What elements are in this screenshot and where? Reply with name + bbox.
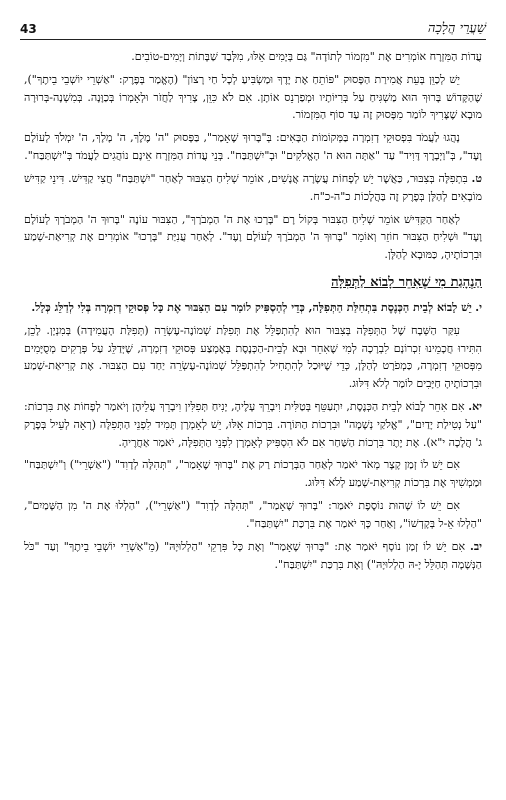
- paragraph: אִם יֵשׁ לוֹ זְמַן קָצָר מְאֹד יֹאמַר לְאַחַר הַבְּרָכוֹת רַק אֶת "בָּרוּךְ שֶׁאָמַר", "תְּהִלָּה לְדָוִד" ("אַשְׁרֵי") וְ"יִשְׁתַּבַּח" וּמַמְשִׁיךְ אֶת בִּרְכוֹת קְרִיאַת-שְׁמַע לְלֹא דִּלּוּג.: [24, 458, 482, 490]
- page-body: [24, 48, 482, 794]
- section-paragraph: ט. בִּתְפִלָּה בְּצִבּוּר, כַּאֲשֶׁר יֵשׁ לְפָחוֹת עֲשָׂרָה אֲנָשִׁים, אוֹמֵר שְׁלִיחַ הַצִּבּוּר לְאַחַר "יִשְׁתַּבַּח" חֲצִי קַדִּישׁ. דִּינֵי קַדִּישׁ מוֹבָאִים לְהַלָּן בְּפֶרֶק זֶה בַּהֲלָכוֹת כ"ה-כ"ח.: [24, 171, 482, 203]
- page-number: 43: [20, 22, 37, 36]
- paragraph: עֲדוֹת הַמִּזְרָח אוֹמְרִים אֶת "מִזְמוֹר לְתוֹדָה" גַּם בְּיָמִים אֵלּוּ, מִלְּבַד שַׁבָּתוֹת וְיָמִים-טוֹבִים.: [131, 50, 482, 63]
- paragraph: עִקַּר הַשְּׁבָח שֶׁל הַתְּפִלָּה בְּצִבּוּר הוּא לְהִתְפַּלֵּל אֶת תְּפִלַּת שְׁמוֹנֶה-עֶשְׂרֵה (תְּפִלַּת הָעֲמִידָה) בְּמִנְיָן. לָכֵן, הִתִּירוּ חֲכָמֵינוּ זִכְרוֹנָם לִבְרָכָה לְמִי שֶׁאִחֵר וּבָא לְבֵית-הַכְּנֶסֶת בְּאֶמְצַע פְּסוּקֵי דְזִמְרָה, שֶׁיְּדַלֵּג עַל פְּרָקִים מְסֻיָּמִים מִפְּסוּקֵי דְזִמְרָה, כַּמְפֹרָט לְהַלָּן, כְּדֵי שֶׁיּוּכַל לְהִתְחִיל לְהִתְפַּלֵּל שְׁמוֹנֶה-עֶשְׂרֵה יַחַד עִם הַצִּבּוּר. אֶת קְרִיאַת-שְׁמַע וּבִרְכוֹתֶיהָ חַיָּבִים לוֹמַר לְלֹא דִּלּוּג.: [24, 323, 482, 391]
- paragraph: לְאַחַר הַקַּדִּישׁ אוֹמֵר שְׁלִיחַ הַצִּבּוּר בְּקוֹל רָם "בָּרְכוּ אֶת ה' הַמְבֹרָךְ", הַצִּבּוּר עוֹנֶה "בָּרוּךְ ה' הַמְבֹרָךְ לְעוֹלָם וָעֶד" וּשְׁלִיחַ הַצִּבּוּר חוֹזֵר וְאוֹמֵר "בָּרוּךְ ה' הַמְבֹרָךְ לְעוֹלָם וָעֶד". לְאַחַר עֲנִיַּת "בָּרְכוּ" אוֹמְרִים אֶת קְרִיאַת-שְׁמַע וּבִרְכוֹתֶיהָ, כַּמּוּבָא לְהַלָּן.: [24, 212, 482, 262]
- section-label: ט.: [471, 171, 482, 185]
- section-label: יב.: [469, 539, 482, 553]
- section-label: יא.: [468, 400, 482, 414]
- paragraph: אִם יֵשׁ לוֹ שָׁהוּת נוֹסֶפֶת יֹאמַר: "בָּרוּךְ שֶׁאָמַר", "תְּהִלָּה לְדָוִד" ("אַשְׁרֵי"), "הַלְלוּ אֶת ה' מִן הַשָּׁמַיִם", "הַלְלוּ אֵ-ל בְּקָדְשׁוֹ", וְאַחַר כָּךְ יֹאמַר אֶת בִּרְכַּת "יִשְׁתַּבַּח".: [24, 499, 482, 530]
- section-label: י.: [475, 300, 482, 314]
- running-title: שַׁעֲרֵי הֲלָכָה: [427, 21, 486, 36]
- paragraph: נָהֲגוּ לַעֲמֹד בִּפְסוּקֵי דְזִמְרָה בַּמְּקוֹמוֹת הַבָּאִים: בְּ"בָּרוּךְ שֶׁאָמַר", בַּפָּסוּק "ה' מֶלֶךְ, ה' מָלָךְ, ה' יִמְלֹךְ לְעוֹלָם וָעֶד", בְּ"וַיְבָרֶךְ דָּוִיד" עַד "אַתָּה הוּא ה' הָאֱלֹקִים" וּבְ"יִשְׁתַּבַּח". בְּנֵי עֲדוֹת הַמִּזְרָח אֵינָם נוֹהֲגִים לַעֲמֹד בְּ"יִשְׁתַּבַּח".: [24, 131, 482, 163]
- section-paragraph: י. יֵשׁ לָבוֹא לְבֵית הַכְּנֶסֶת בִּתְחִלַּת הַתְּפִלָּה, כְּדֵי לְהַסְפִּיק לוֹמַר עִם הַצִּבּוּר אֶת כָּל פְּסוּקֵי דְזִמְרָה בְּלִי לְדַלֵּג כְּלָל.: [31, 300, 482, 314]
- page-header: [20, 10, 486, 40]
- section-paragraph: יא. אִם אִחֵר לָבוֹא לְבֵית הַכְּנֶסֶת, יִתְעַטֵּף בְּטַלִּית וִיבָרֵךְ עָלֶיהָ, יָנִיחַ תְּפִלִּין וִיבָרֵךְ עֲלֵיהֶן וְיֹאמַר לְפָחוֹת אֶת בִּרְכוֹת: "עַל נְטִילַת יָדַיִם", "אֱלֹקַי נְשָׁמָה" וּבִרְכוֹת הַתּוֹרָה. בִּרְכוֹת אֵלּוּ, יֵשׁ לְאָמְרָן תָּמִיד לִפְנֵי הַתְּפִלָּה (רְאֵה לְעֵיל בְּפֶרֶק ג' הֲלָכָה י"א). אֶת יֶתֶר בִּרְכוֹת הַשַּׁחַר אִם לֹא הִסְפִּיק לְאָמְרָן לִפְנֵי הַתְּפִלָּה, יֹאמַר אַחֲרֶיהָ.: [24, 400, 482, 449]
- section-heading: הַנְהָגַת מִי שֶׁאִחֵר לָבוֹא לַתְּפִלָּה: [331, 274, 482, 290]
- section-paragraph: יב. אִם יֵשׁ לוֹ זְמַן נוֹסָף יֹאמַר אֶת: "בָּרוּךְ שֶׁאָמַר" וְאֶת כָּל פִּרְקֵי "הַלְלוּיָהּ" (מֵ"אַשְׁרֵי יוֹשְׁבֵי בֵיתֶךָ" וְעַד "כֹּל הַנְּשָׁמָה תְּהַלֵּל יָ-הּ הַלְלוּיָהּ") וְאֶת בִּרְכַּת "יִשְׁתַּבַּח".: [24, 539, 482, 571]
- paragraph: יֵשׁ לְכַוֵּן בְּעֵת אֲמִירַת הַפָּסוּק "פּוֹתֵחַ אֶת יָדֶךָ וּמַשְׂבִּיעַ לְכָל חַי רָצוֹן" (הֶאֱמַר בְּפֶרֶק: "אַשְׁרֵי יוֹשְׁבֵי בֵיתֶךָ"), שֶׁהַקָּדוֹשׁ בָּרוּךְ הוּא מַשְׁגִּיחַ עַל בְּרִיּוֹתָיו וּמְפַרְנֵס אוֹתָן. אִם לֹא כִּוֵּן, צָרִיךְ לַחֲזֹר וּלְאָמְרוֹ בְּכַוָּנָה. בְּמִשְׁנָה-בְּרוּרָה מוּבָא שֶׁצָּרִיךְ לוֹמַר מִפָּסוּק זֶה עַד סוֹף הַמִּזְמוֹר.: [24, 72, 482, 122]
